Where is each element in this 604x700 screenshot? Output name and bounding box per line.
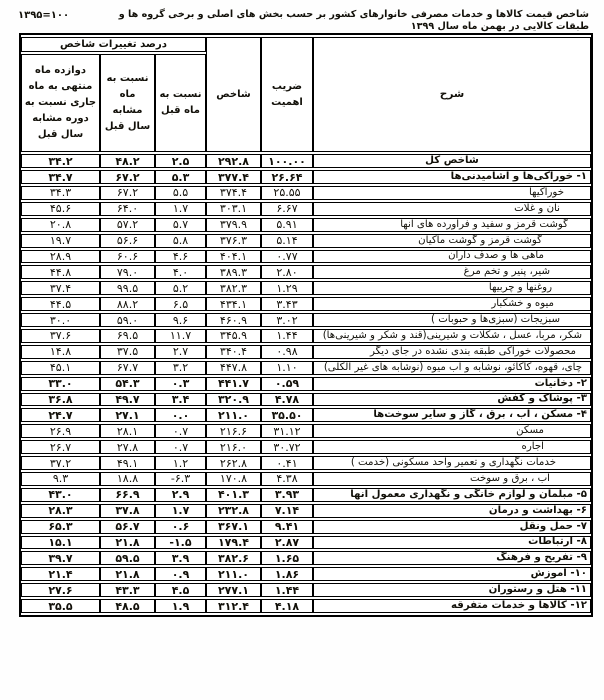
row-label: آب ، برق و سوخت xyxy=(313,472,591,486)
row-label: سبزیجات (سبزی‌ها و حبوبات ) xyxy=(313,313,591,327)
table-row xyxy=(21,250,591,264)
cell-weight: ۱۰۰.۰۰ xyxy=(261,154,313,168)
cell-twelve-month-change: ۴۴.۵ xyxy=(21,297,100,311)
cell-month-change: ۱.۷ xyxy=(155,202,206,216)
cell-weight: ۰.۵۹ xyxy=(261,377,313,391)
cell-twelve-month-change: ۳۴.۳ xyxy=(21,186,100,200)
cell-year-change: ۴۸.۲ xyxy=(100,154,155,168)
cell-index: ۲۱۶.۶ xyxy=(206,424,261,438)
cell-twelve-month-change: ۱۴.۸ xyxy=(21,345,100,359)
cell-year-change: ۶۷.۲ xyxy=(100,186,155,200)
cell-weight: ۶.۶۷ xyxy=(261,202,313,216)
cell-twelve-month-change: ۳۴.۷ xyxy=(21,170,100,184)
table-row xyxy=(21,536,591,550)
table-row xyxy=(21,488,591,502)
row-label: ماهی ها و صدف داران xyxy=(313,250,591,264)
cell-weight: ۴.۷۸ xyxy=(261,393,313,407)
cell-index: ۲۶۲.۸ xyxy=(206,456,261,470)
cell-year-change: ۶۶.۹ xyxy=(100,488,155,502)
cell-weight: ۲.۸۰ xyxy=(261,265,313,279)
row-label: مسکن xyxy=(313,424,591,438)
cell-month-change: ۵.۷ xyxy=(155,218,206,232)
table-row xyxy=(21,504,591,518)
cell-index: ۳۸۲.۶ xyxy=(206,551,261,565)
cell-year-change: ۵۶.۷ xyxy=(100,520,155,534)
cell-month-change: ۱.۹ xyxy=(155,599,206,613)
cell-index: ۴۴۷.۸ xyxy=(206,361,261,375)
cell-year-change: ۶۹.۵ xyxy=(100,329,155,343)
cell-weight: ۰.۷۷ xyxy=(261,250,313,264)
row-label: میوه و خشکبار xyxy=(313,297,591,311)
cell-year-change: ۴۹.۷ xyxy=(100,393,155,407)
cell-index: ۴۳۴.۱ xyxy=(206,297,261,311)
cell-weight: ۱.۲۹ xyxy=(261,281,313,295)
cell-year-change: ۶۷.۷ xyxy=(100,361,155,375)
cell-index: ۲۷۷.۱ xyxy=(206,583,261,597)
cell-index: ۴۶۰.۹ xyxy=(206,313,261,327)
row-label: شیر، پنیر و تخم مرغ xyxy=(313,265,591,279)
cell-twelve-month-change: ۲۱.۴ xyxy=(21,567,100,581)
title-bar xyxy=(18,9,589,33)
cell-month-change: ۶.۵ xyxy=(155,297,206,311)
cell-month-change: ۳.۲ xyxy=(155,361,206,375)
cell-twelve-month-change: ۲۸.۳ xyxy=(21,504,100,518)
cell-twelve-month-change: ۲۶.۷ xyxy=(21,440,100,454)
cell-weight: ۹.۴۱ xyxy=(261,520,313,534)
cell-year-change: ۵۹.۵ xyxy=(100,551,155,565)
cell-weight: ۱.۸۶ xyxy=(261,567,313,581)
cell-month-change: ۱.۲ xyxy=(155,456,206,470)
cell-index: ۳۷۷.۴ xyxy=(206,170,261,184)
row-label: محصولات خوراکی طبقه بندی نشده در جای دیگر xyxy=(313,345,591,359)
table-row xyxy=(21,313,591,327)
cell-weight: ۱.۴۴ xyxy=(261,329,313,343)
table-row xyxy=(21,265,591,279)
cell-month-change: ۴.۶ xyxy=(155,250,206,264)
row-label: گوشت قرمز و گوشت ماکیان xyxy=(313,234,591,248)
cell-month-change: ۰.۳ xyxy=(155,377,206,391)
cell-year-change: ۸۸.۲ xyxy=(100,297,155,311)
cpi-table xyxy=(19,33,593,617)
row-label: نان و غلات xyxy=(313,202,591,216)
table-body xyxy=(21,154,591,613)
cell-twelve-month-change: ۴۴.۸ xyxy=(21,265,100,279)
cell-year-change: ۶۴.۰ xyxy=(100,202,155,216)
cell-year-change: ۶۰.۶ xyxy=(100,250,155,264)
table-row xyxy=(21,297,591,311)
page-title: شاخص قیمت کالاها و خدمات مصرفی خانوارهای کشور بر حسب بخش های اصلی و برخی گروه ها و طبقات کالایی در بهمن ماه سال ۱۳۹۹ xyxy=(118,9,589,32)
cell-month-change: ۱۱.۷ xyxy=(155,329,206,343)
table-row xyxy=(21,583,591,597)
table-row xyxy=(21,440,591,454)
column-header-description: شرح xyxy=(313,37,591,152)
cell-index: ۳۰۳.۱ xyxy=(206,202,261,216)
cell-weight: ۲۶.۶۴ xyxy=(261,170,313,184)
row-label: شکر، مربا، عسل ، شکلات و شیرینی(قند و شکر و شیرینی‌ها) xyxy=(313,329,591,343)
cell-index: ۱۷۰.۸ xyxy=(206,472,261,486)
column-header-twelve-month: دوازده ماه منتهی به ماه جاری نسبت به دوره مشابه سال قبل xyxy=(21,54,100,152)
cell-year-change: ۹۹.۵ xyxy=(100,281,155,295)
row-label: ۱۰- آموزش xyxy=(313,567,591,581)
cell-year-change: ۴۹.۱ xyxy=(100,456,155,470)
cell-twelve-month-change: ۴۵.۶ xyxy=(21,202,100,216)
row-label: شاخص کل xyxy=(313,154,591,168)
cell-index: ۳۶۷.۱ xyxy=(206,520,261,534)
cell-index: ۲۱۱.۰ xyxy=(206,567,261,581)
cell-month-change: ۴.۰ xyxy=(155,265,206,279)
table-row xyxy=(21,456,591,470)
cell-weight: ۴.۱۸ xyxy=(261,599,313,613)
cell-month-change: ۲.۹ xyxy=(155,488,206,502)
cell-year-change: ۷۹.۰ xyxy=(100,265,155,279)
cell-twelve-month-change: ۲۶.۹ xyxy=(21,424,100,438)
cell-month-change: ۲.۷ xyxy=(155,345,206,359)
row-label: ۳- پوشاک و کفش xyxy=(313,393,591,407)
cell-year-change: ۵۹.۰ xyxy=(100,313,155,327)
cell-year-change: ۴۳.۳ xyxy=(100,583,155,597)
column-header-index: شاخص xyxy=(206,37,261,152)
cell-month-change: ۴.۵ xyxy=(155,583,206,597)
cell-twelve-month-change: ۳۷.۴ xyxy=(21,281,100,295)
cell-month-change: ۵.۵ xyxy=(155,186,206,200)
cell-month-change: ۰.۷ xyxy=(155,424,206,438)
cell-month-change: ۲.۵ xyxy=(155,154,206,168)
column-header-year-on-year: نسبت به ماه مشابه سال قبل xyxy=(100,54,155,152)
row-label: اجاره xyxy=(313,440,591,454)
cell-weight: ۰.۴۱ xyxy=(261,456,313,470)
cell-index: ۲۱۱.۰ xyxy=(206,408,261,422)
table-row xyxy=(21,202,591,216)
base-year-note: ۱۳۹۵=۱۰۰ xyxy=(18,10,70,21)
cell-month-change: ۱.۷ xyxy=(155,504,206,518)
cell-index: ۳۱۲.۴ xyxy=(206,599,261,613)
cell-twelve-month-change: ۱۹.۷ xyxy=(21,234,100,248)
cell-weight: ۳.۹۳ xyxy=(261,488,313,502)
row-label: ۲- دخانیات xyxy=(313,377,591,391)
cell-index: ۳۷۴.۴ xyxy=(206,186,261,200)
row-label: ۹- تفریح و فرهنگ xyxy=(313,551,591,565)
cell-year-change: ۲۷.۱ xyxy=(100,408,155,422)
column-header-month-on-month: نسبت به ماه قبل xyxy=(155,54,206,152)
cell-month-change: ۰.۹ xyxy=(155,567,206,581)
table-row xyxy=(21,234,591,248)
cell-index: ۲۱۶.۰ xyxy=(206,440,261,454)
cell-year-change: ۳۷.۵ xyxy=(100,345,155,359)
row-label: ۶- بهداشت و درمان xyxy=(313,504,591,518)
cell-year-change: ۶۷.۲ xyxy=(100,170,155,184)
cell-index: ۳۸۹.۳ xyxy=(206,265,261,279)
cell-weight: ۲۵.۵۵ xyxy=(261,186,313,200)
cell-index: ۱۷۹.۴ xyxy=(206,536,261,550)
cell-twelve-month-change: ۲۸.۹ xyxy=(21,250,100,264)
table-row xyxy=(21,186,591,200)
cell-month-change: ۰.۷ xyxy=(155,440,206,454)
cell-twelve-month-change: ۳۳.۰ xyxy=(21,377,100,391)
table-row xyxy=(21,218,591,232)
cell-weight: ۷.۱۴ xyxy=(261,504,313,518)
table-row xyxy=(21,329,591,343)
cell-twelve-month-change: ۳۹.۷ xyxy=(21,551,100,565)
cell-month-change: ۰.۶ xyxy=(155,520,206,534)
cell-twelve-month-change: ۴۵.۱ xyxy=(21,361,100,375)
cell-twelve-month-change: ۳۷.۶ xyxy=(21,329,100,343)
row-label: گوشت قرمز و سفید و فرآورده های آنها xyxy=(313,218,591,232)
cell-year-change: ۲۱.۸ xyxy=(100,536,155,550)
table-row xyxy=(21,520,591,534)
cell-twelve-month-change: ۲۰.۸ xyxy=(21,218,100,232)
cell-year-change: ۵۷.۲ xyxy=(100,218,155,232)
cell-index: ۲۳۲.۸ xyxy=(206,504,261,518)
column-header-weight: ضریب اهمیت xyxy=(261,37,313,152)
cell-month-change: ۳.۴ xyxy=(155,393,206,407)
cell-year-change: ۲۷.۸ xyxy=(100,440,155,454)
row-label: خدمات نگهداری و تعمیر واحد مسکونی (خدمت ) xyxy=(313,456,591,470)
cell-year-change: ۲۱.۸ xyxy=(100,567,155,581)
table-row xyxy=(21,345,591,359)
cell-weight: ۱.۱۰ xyxy=(261,361,313,375)
column-header-percent-change-group: درصد تغییرات شاخص xyxy=(21,37,206,52)
cell-month-change: ۰.۰ xyxy=(155,408,206,422)
row-label: ۱۲- کالاها و خدمات متفرقه xyxy=(313,599,591,613)
cell-year-change: ۴۸.۵ xyxy=(100,599,155,613)
cell-weight: ۰.۹۸ xyxy=(261,345,313,359)
cell-index: ۳۷۹.۹ xyxy=(206,218,261,232)
cell-weight: ۳۱.۱۲ xyxy=(261,424,313,438)
cell-year-change: ۵۴.۳ xyxy=(100,377,155,391)
cell-twelve-month-change: ۹.۳ xyxy=(21,472,100,486)
cell-twelve-month-change: ۳۶.۸ xyxy=(21,393,100,407)
cell-index: ۳۲۰.۹ xyxy=(206,393,261,407)
row-label: ۸- ارتباطات xyxy=(313,536,591,550)
cell-month-change: ۹.۶ xyxy=(155,313,206,327)
cell-weight: ۱.۶۵ xyxy=(261,551,313,565)
cell-weight: ۳۰.۷۲ xyxy=(261,440,313,454)
cell-month-change: ۳.۹ xyxy=(155,551,206,565)
cell-weight: ۳.۴۳ xyxy=(261,297,313,311)
table-row xyxy=(21,424,591,438)
cell-twelve-month-change: ۳۵.۵ xyxy=(21,599,100,613)
cell-twelve-month-change: ۳۰.۰ xyxy=(21,313,100,327)
cell-index: ۳۴۰.۴ xyxy=(206,345,261,359)
cell-index: ۳۴۵.۹ xyxy=(206,329,261,343)
cell-index: ۳۸۲.۳ xyxy=(206,281,261,295)
cell-index: ۳۷۶.۳ xyxy=(206,234,261,248)
cell-year-change: ۵۶.۶ xyxy=(100,234,155,248)
cell-twelve-month-change: ۳۴.۲ xyxy=(21,154,100,168)
cell-index: ۲۹۲.۸ xyxy=(206,154,261,168)
table-row xyxy=(21,154,591,168)
cell-weight: ۲.۸۷ xyxy=(261,536,313,550)
row-label: روغنها و چربیها xyxy=(313,281,591,295)
row-label: ۱۱- هتل و رستوران xyxy=(313,583,591,597)
row-label: ۱- خوراکی‌ها و آشامیدنی‌ها xyxy=(313,170,591,184)
cell-year-change: ۱۸.۸ xyxy=(100,472,155,486)
cell-weight: ۴.۳۸ xyxy=(261,472,313,486)
cell-month-change: ۵.۲ xyxy=(155,281,206,295)
table-row xyxy=(21,472,591,486)
cell-index: ۴۰۴.۱ xyxy=(206,250,261,264)
cell-twelve-month-change: ۶۵.۳ xyxy=(21,520,100,534)
cell-weight: ۵.۹۱ xyxy=(261,218,313,232)
table-row xyxy=(21,599,591,613)
cell-year-change: ۳۷.۸ xyxy=(100,504,155,518)
row-label: ۵- مبلمان و لوازم خانگی و نگهداری معمول آنها xyxy=(313,488,591,502)
cell-twelve-month-change: ۳۷.۲ xyxy=(21,456,100,470)
header-row-group xyxy=(21,37,591,52)
table-row xyxy=(21,408,591,422)
table-row xyxy=(21,281,591,295)
cell-twelve-month-change: ۴۳.۰ xyxy=(21,488,100,502)
cell-weight: ۱.۴۴ xyxy=(261,583,313,597)
cell-year-change: ۲۸.۱ xyxy=(100,424,155,438)
cell-month-change: ۵.۳ xyxy=(155,170,206,184)
cell-twelve-month-change: ۲۷.۶ xyxy=(21,583,100,597)
table-row xyxy=(21,551,591,565)
row-label: خوراکیها xyxy=(313,186,591,200)
row-label: ۴- مسکن ، آب ، برق ، گاز و سایر سوخت‌ها xyxy=(313,408,591,422)
cell-twelve-month-change: ۲۴.۷ xyxy=(21,408,100,422)
table-row xyxy=(21,377,591,391)
cell-twelve-month-change: ۱۵.۱ xyxy=(21,536,100,550)
table-row xyxy=(21,361,591,375)
cell-month-change: -۱.۵ xyxy=(155,536,206,550)
table-header xyxy=(21,37,591,152)
cell-index: ۴۴۱.۷ xyxy=(206,377,261,391)
cell-weight: ۳.۰۲ xyxy=(261,313,313,327)
cell-month-change: ۵.۸ xyxy=(155,234,206,248)
row-label: چای، قهوه، کاکائو، نوشابه و آب میوه (نوشابه های غیر الکلی) xyxy=(313,361,591,375)
row-label: ۷- حمل ونقل xyxy=(313,520,591,534)
cell-weight: ۳۵.۵۰ xyxy=(261,408,313,422)
cell-index: ۴۰۱.۳ xyxy=(206,488,261,502)
table-row xyxy=(21,170,591,184)
cell-month-change: -۶.۳ xyxy=(155,472,206,486)
table-row xyxy=(21,567,591,581)
cell-weight: ۵.۱۴ xyxy=(261,234,313,248)
table-row xyxy=(21,393,591,407)
